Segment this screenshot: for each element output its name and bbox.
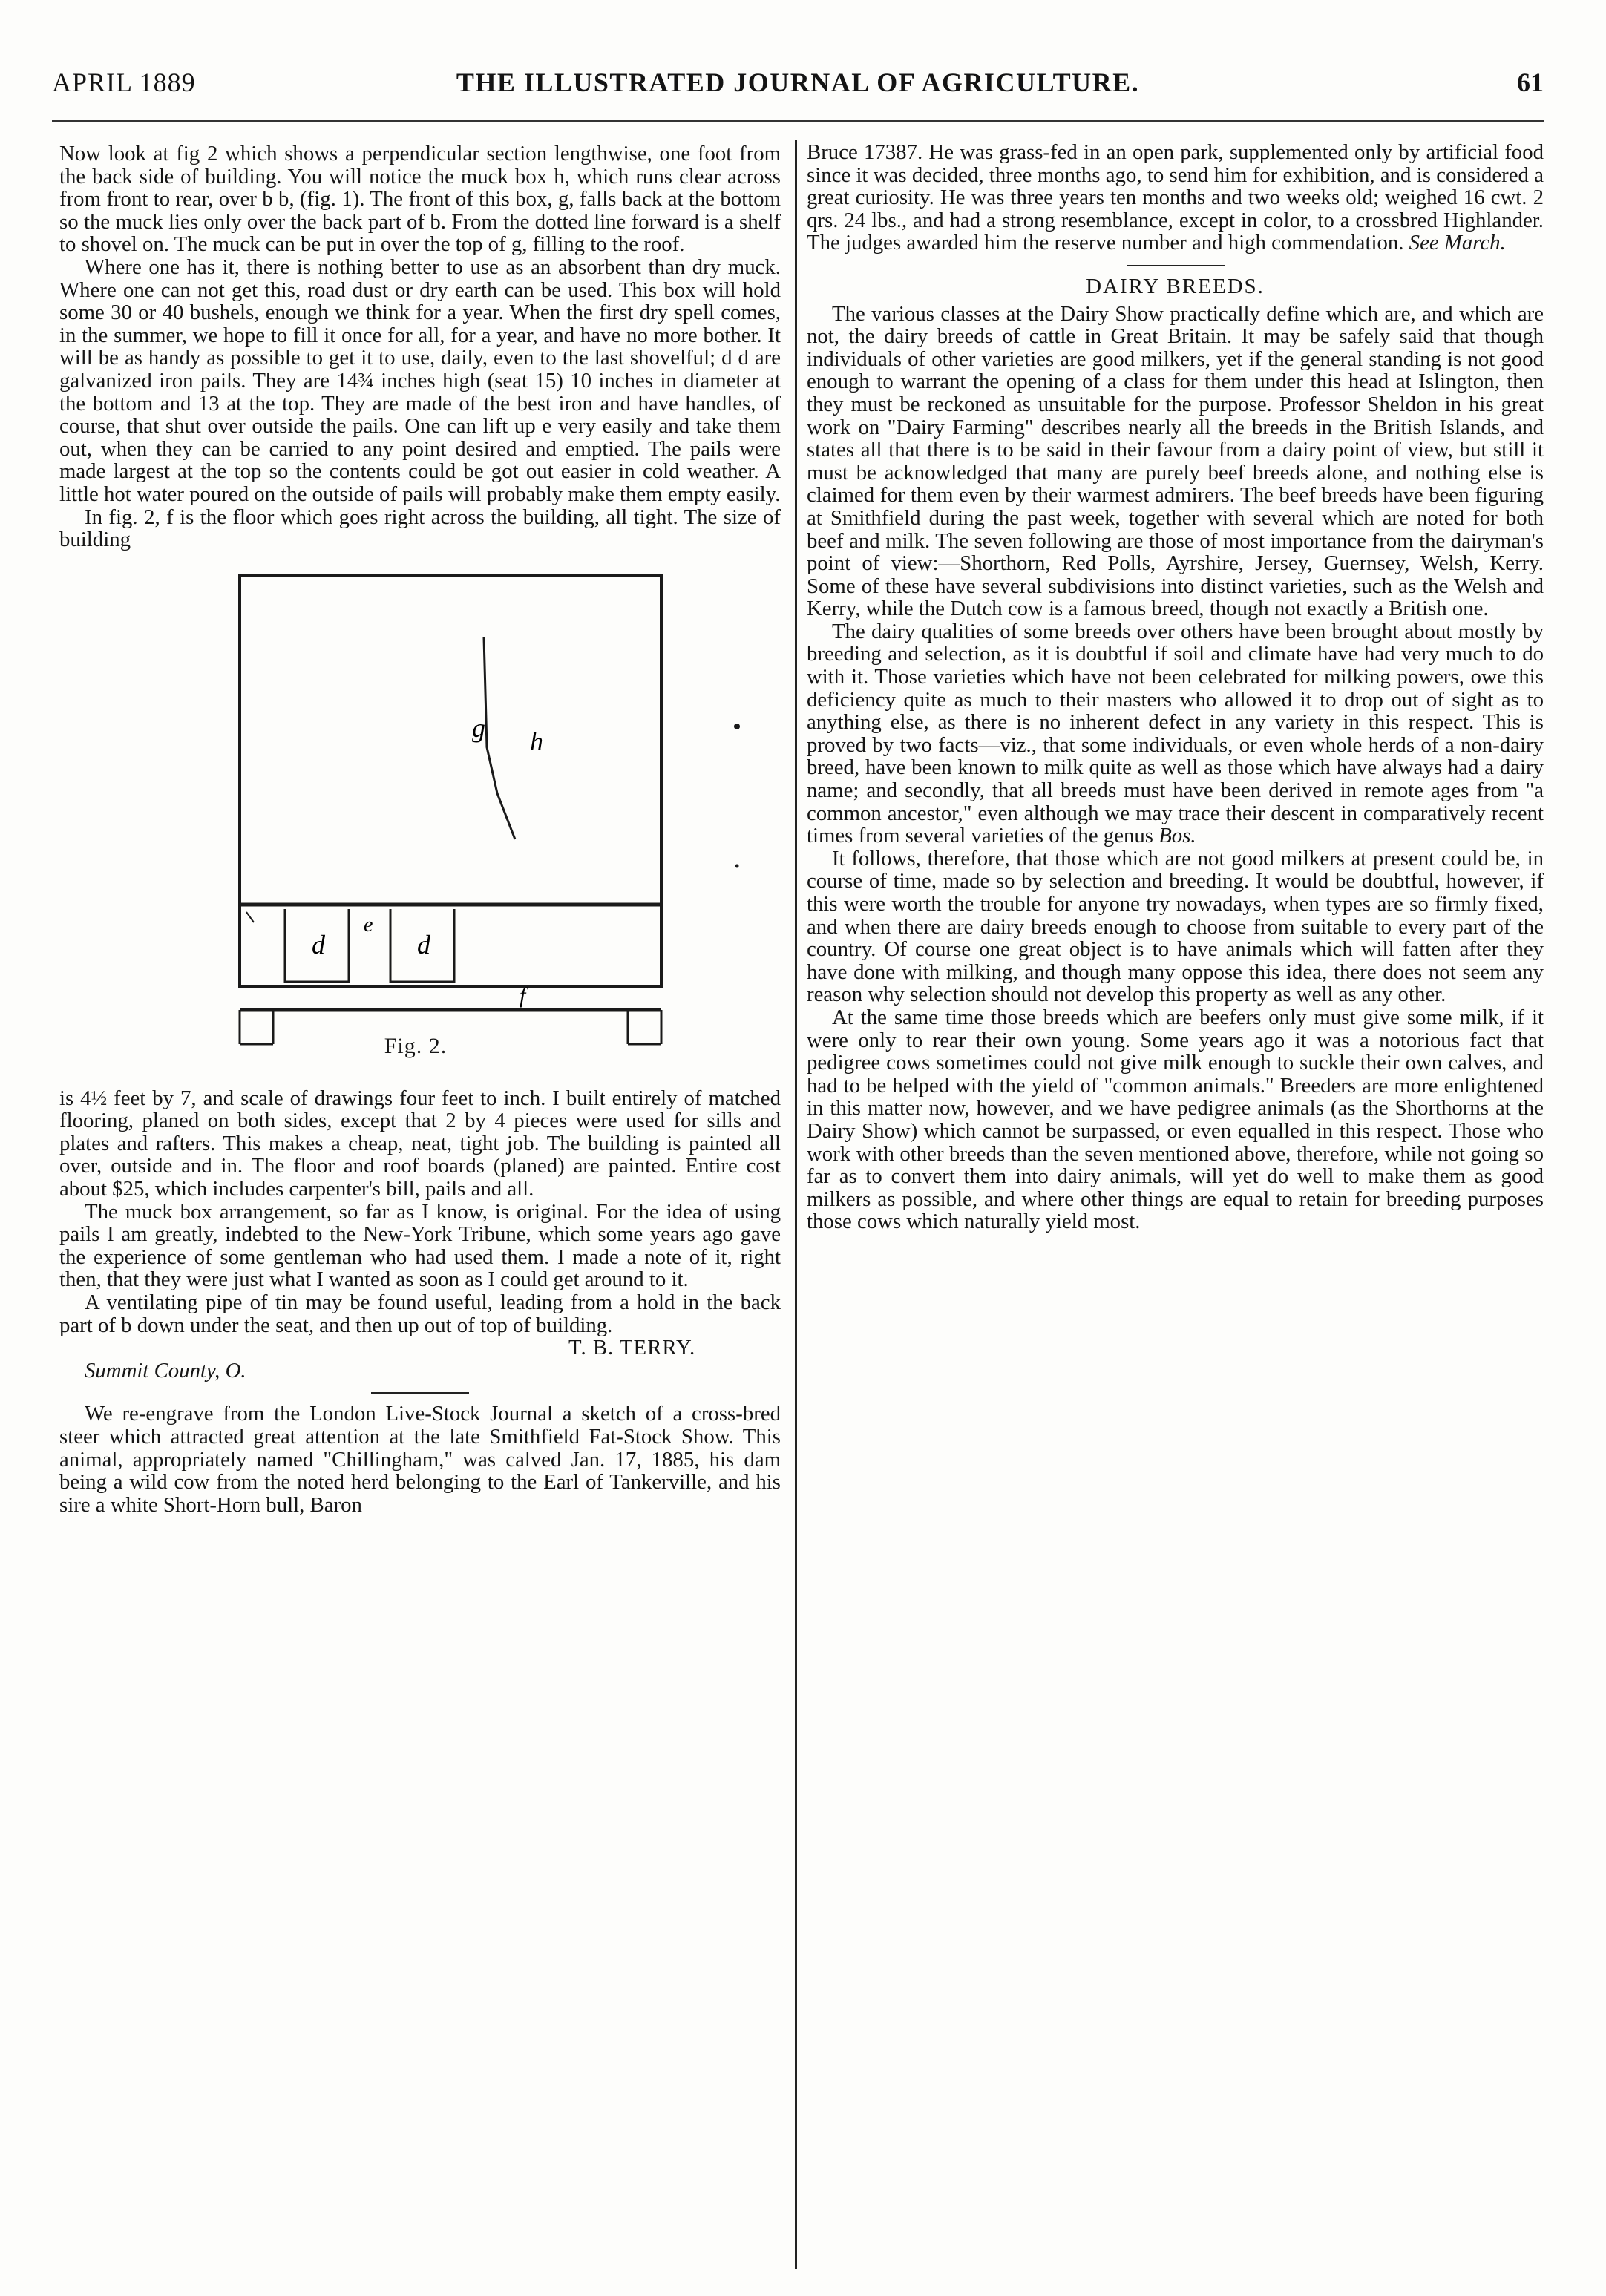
stray-dot [734,724,740,729]
chillingham-text: Bruce 17387. He was grass-fed in an open park, supplemented only by artificial food since it was decided, three months ago, to send him for exhibition, and is considered a great curiosity. He was three years ten months and two weeks old; weighed 16 cwt. 2 qrs. 24 lbs., and had a strong resemblance, except in color, to a crossbred Highlander. The judges awarded him the reserve number and high commendation. [807,140,1544,255]
see-march-ref: See March. [1409,231,1506,255]
paragraph-absorbent-pails: Where one has it, there is nothing better to use as an absorbent than dry muck. Where one can not get this, road dust or dry earth can be used. This box will hold some 30 or 40 bushels, enough we think for a year. When the first dry spell comes, in the summer, we hope to fill it once for all, for a year, and have no more bother. It will be as handy as possible to get it to use, daily, even to the last shovelful; d d are galvanized iron pails. They are 14¾ inches high (seat 15) 10 inches in diameter at the bottom and 13 at the top. They are made of the best iron and have handles, of course, that shut over outside the pails. One can lift up e very easily and take them out, when they can be carried to any point desired and emptied. The pails were made largest at the top so the contents could be got out easier in cold weather. A little hot water poured on the outside of pails will probably make them empty easily. [59,255,781,506]
paragraph-dairy-show: The various classes at the Dairy Show practically define which are, and which are not, the dairy breeds of cattle in Great Britain. It may be safely said that though individuals of other varieties are good milkers, yet if the general standing is not good enough to warrant the opening of a class for them under this head at Islington, then they must be reckoned as unsuitable for the purpose. Professor Sheldon in his great work on "Dairy Farming" describes nearly all the breeds in the British Islands, and states all that there is to be said in their favour from a dairy point of view, but still it must be acknowledged that many are purely beef breeds alone, and nothing else is claimed for them even by their warmest admirers. The beef breeds have been figuring at Smithfield during the past week, together with several which are noted for both beef and milk. The seven following are those of most importance from the dairyman's point of view:—Shorthorn, Red Polls, Ayrshire, Jersey, Guernsey, Welsh, Kerry. Some of these have several subdivisions into distinct varieties, such as the Welsh and Kerry, while the Dutch cow is a famous breed, though not exactly a British one. [807,301,1544,621]
fig-2-section-drawing [59,569,781,1087]
paragraph-dairy-qualities [807,620,1544,847]
stray-dot [735,864,739,867]
muck-box-front-line [484,637,515,839]
paragraph-chillingham-cont [807,141,1544,255]
section-separator [371,1392,469,1394]
running-header [52,62,1544,107]
shelf-mark [246,912,254,922]
left-column [59,142,781,1516]
figure-caption: Fig. 2. [384,1033,448,1058]
label-f: f [520,983,526,1008]
paragraph-origin: The muck box arrangement, so far as I know, is original. For the idea of using pails I am greatly, indebted to the New-York Tribune, which some years ago gave the experience of some gentleman who had used them. I made a note of it, right then, that they were just what I wanted as soon as I could get around to it. [59,1199,781,1292]
label-d-left: d [312,929,325,960]
right-column [807,141,1544,1233]
label-h: h [530,726,543,756]
paragraph-floor: In fig. 2, f is the floor which goes right across the building, all tight. The size of building [59,505,781,552]
paragraph-building-size: is 4½ feet by 7, and scale of drawings four feet to inch. I built entirely of matched flooring, planed on both sides, except that 2 by 4 pieces were used for sills and plates and rafters. This makes a cheap, neat, tight job. The building is painted all over, outside and in. The floor and roof boards (planed) are painted. Entire cost about $25, which includes carpenter's bill, pails and all. [59,1086,781,1201]
label-g: g [472,712,485,743]
journal-title: THE ILLUSTRATED JOURNAL OF AGRICULTURE. [456,68,1140,97]
paragraph-same-time: At the same time those breeds which are beefers only must give some milk, if it were only to rear their own young. Some years ago it was a notorious fact that pedigree cows sometimes could not give milk enough to suckle their own calves, and had to be helped with the yield of "common animals." Breeders are more enlightened in this matter now, however, and we have pedigree animals (as the Shorthorns at the Dairy Show) which cannot be surpassed, or even equalled in this respect. Those who work with other breeds than the seven mentioned above, therefore, while not going so far as to convert them into dairy animals, will yet do well to make them as good milkers as possible, and where other things are equal to retain for breeding purposes those cows which naturally yield most. [807,1005,1544,1234]
dairy-qualities-text: The dairy qualities of some breeds over others have been brought about mostly by breeding and selection, as it is doubtful if soil and climate have had very much to do with it. Those varieties which have not been celebrated for milking powers, owe this deficiency quite as much to their masters who allowed it to drop out of sight as to anything else, as there is no inherent defect in any variety in this respect. This is proved by two facts—viz., that some individuals, or even whole herds of a non-dairy breed, have been known to milk quite as well as those which have always had a dairy name; and secondly, that all breeds must have been derived in remote ages from "a common ancestor," even although we may trace their descent in comparatively recent times from several varieties of the genus [807,619,1544,848]
paragraph-ventilating-pipe: A ventilating pipe of tin may be found useful, leading from a hold in the back part of b down under the seat, and then up out of top of building. [59,1290,781,1337]
section-separator [1127,265,1225,266]
page-number: 61 [1517,68,1544,97]
building-outline [240,575,661,986]
figure-2 [59,569,781,1087]
paragraph-it-follows: It follows, therefore, that those which are not good milkers at present could be, in course of time, made so by selection and breeding. It would be doubtful, however, if this were worth the trouble for anyone try nowadays, when types are so firmly fixed, and when there are dairy breeds enough to choose from suitable to every part of the country. Of course one great object is to have animals which will fatten after they have done with milking, and though many oppose this idea, there does not seem any reason why selection should not develop this property as well as any other. [807,846,1544,1007]
section-heading-dairy-breeds: DAIRY BREEDS. [1086,274,1265,298]
author-location: Summit County, O. [85,1358,246,1382]
genus-bos: Bos. [1158,824,1196,848]
author-signature: T. B. TERRY. [568,1336,696,1360]
paragraph-chillingham: We re-engrave from the London Live-Stock Journal a sketch of a cross-bred steer which attracted great attention at the late Smithfield Fat-Stock Show. This animal, appropriately named "Chillingham," was calved Jan. 17, 1885, his dam being a wild cow from the noted herd belonging to the Earl of Tankerville, and his sire a white Short-Horn bull, Baron [59,1402,781,1517]
label-d-right: d [417,929,430,960]
paragraph-muck-box-section: Now look at fig 2 which shows a perpendicular section lengthwise, one foot from the back side of building. You will notice the muck box h, which runs clear across from front to rear, over b b, (fig. 1). The front of this box, g, falls back at the bottom so the muck lies only over the back part of b. From the dotted line forward is a shelf to shovel on. The muck can be put in over the top of g, filling to the roof. [59,142,781,257]
signature-line [59,1336,781,1359]
column-divider [795,140,797,2269]
label-e: e [364,913,373,937]
issue-date: APRIL 1889 [52,68,196,97]
header-rule [52,120,1544,122]
